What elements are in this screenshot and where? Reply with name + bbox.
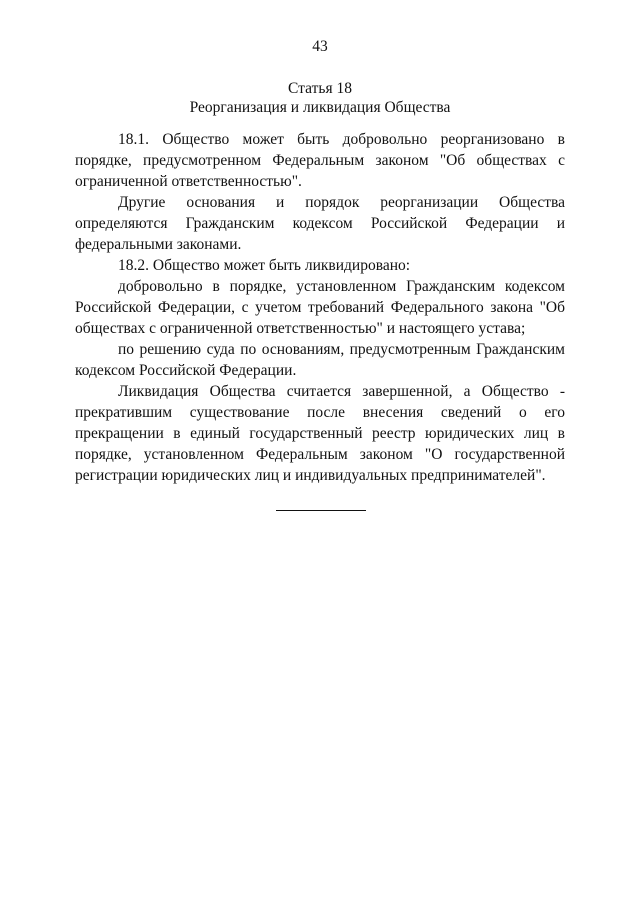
article-heading (0, 79, 640, 117)
article-subtitle: Реорганизация и ликвидация Общества (189, 99, 451, 116)
page-number: 43 (312, 38, 328, 55)
article-body (75, 129, 565, 486)
article-title: Статья 18 (288, 80, 352, 97)
end-of-text-divider (276, 510, 366, 511)
paragraph-other-grounds: Другие основания и порядок реорганизации Общества определяются Гражданским кодексом Российской Федерации и федеральными законами. (75, 194, 565, 253)
paragraph-18-2: 18.2. Общество может быть ликвидировано: (118, 257, 411, 274)
paragraph-liquidation-completion: Ликвидация Общества считается завершенной, а Общество - прекратившим существование после внесения сведений о его прекращении в единый государственный реестр юридических лиц в порядке, установленном Федеральным законом "О государственной регистрации юридических лиц и индивидуальных предпринимателей". (75, 383, 565, 484)
paragraph-18-1: 18.1. Общество может быть добровольно реорганизовано в порядке, предусмотренном Федеральным законом "Об обществах с ограниченной ответственностью". (75, 131, 565, 190)
paragraph-voluntary-liquidation: добровольно в порядке, установленном Гражданским кодексом Российской Федерации, с учетом требований Федерального закона "Об обществах с ограниченной ответственностью" и настоящего устава; (75, 278, 565, 337)
paragraph-court-liquidation: по решению суда по основаниям, предусмотренным Гражданским кодексом Российской Федерации. (75, 341, 565, 379)
